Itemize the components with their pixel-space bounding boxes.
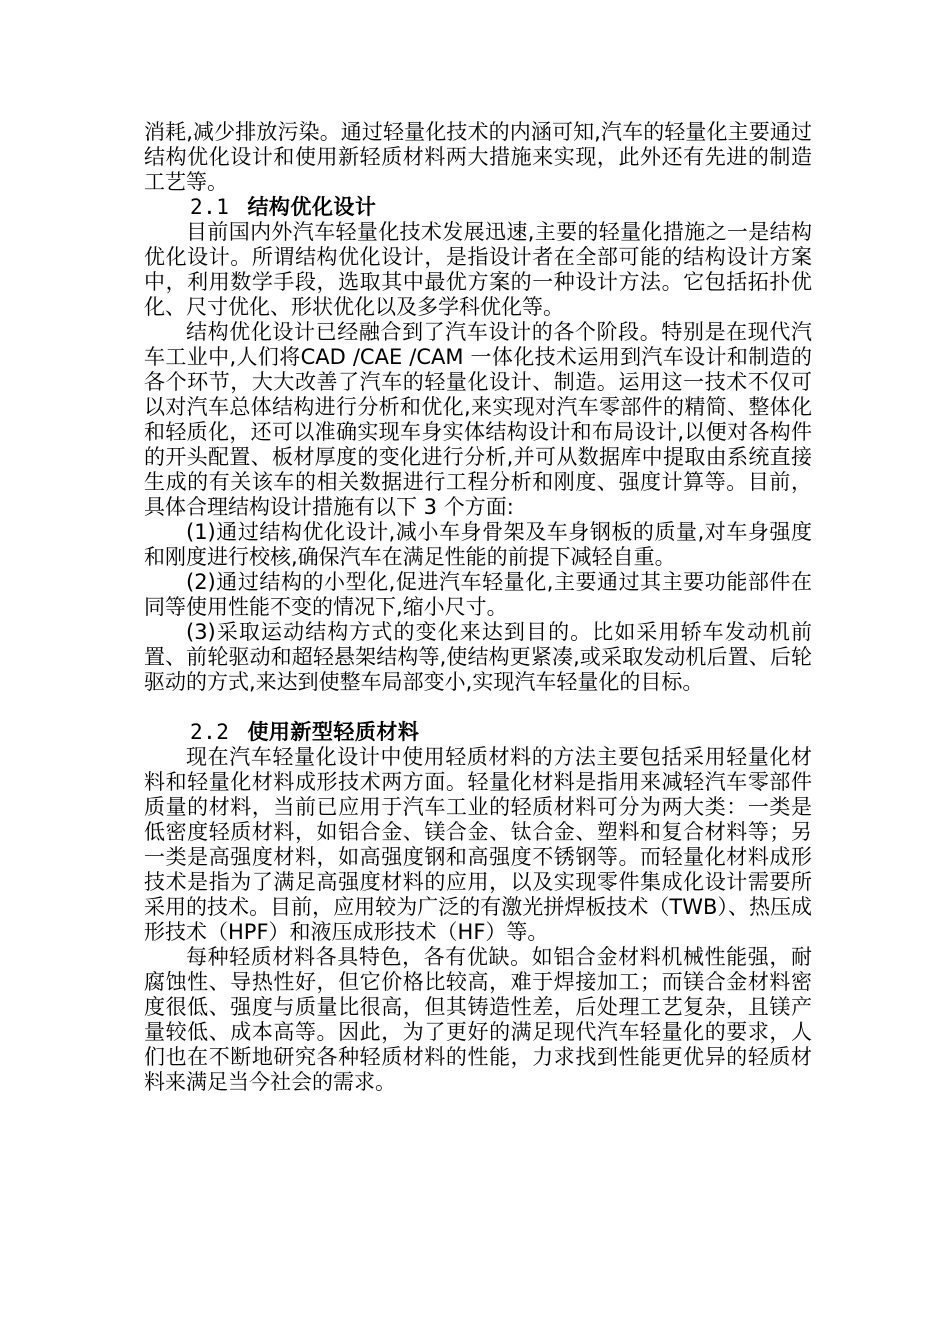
section-title: 使用新型轻质材料 (247, 720, 420, 744)
paragraph-cad-cae-cam: 结构优化设计已经融合到了汽车设计的各个阶段。特别是在现代汽车工业中,人们将CAD /CAE /CAM 一体化技术运用到汽车设计和制造的各个环节，大大改善了汽车的轻量化设计、制造。运用这一技术不仅可以对汽车总体结构进行分析和优化,来实现对汽车零部件的精简、整体化和轻质化，还可以准确实现车身实体结构设计和布局设计,以便对各构件的开头配置、板材厚度的变化进行分析,并可从数据库中提取由系统直接生成的有关该车的相关数据进行工程分析和刚度、强度计算等。目前，具体合理结构设计措施有以下 3 个方面: (144, 320, 812, 519)
paragraph-lightweight-materials: 现在汽车轻量化设计中使用轻质材料的方法主要包括采用轻量化材料和轻量化材料成形技术两方面。轻量化材料是指用来减轻汽车零部件质量的材料，当前已应用于汽车工业的轻质材料可分为两大类：一类是低密度轻质材料，如铝合金、镁合金、钛合金、塑料和复合材料等；另一类是高强度材料，如高强度钢和高强度不锈钢等。而轻量化材料成形技术是指为了满足高强度材料的应用，以及实现零件集成化设计需要所采用的技术。目前，应用较为广泛的有激光拼焊板技术（TWB）、热压成形技术（HPF）和液压成形技术（HF）等。 (144, 745, 812, 944)
blank-line (144, 695, 812, 720)
section-number: 2.2 (190, 720, 230, 744)
paragraph-intro-continuation: 消耗,减少排放污染。通过轻量化技术的内涵可知,汽车的轻量化主要通过结构优化设计和使用新轻质材料两大措施来实现，此外还有先进的制造工艺等。 (144, 120, 812, 194)
paragraph-material-characteristics: 每种轻质材料各具特色，各有优缺。如铝合金材料机械性能强，耐腐蚀性、导热性好，但它价格比较高，难于焊接加工；而镁合金材料密度很低、强度与质量比很高，但其铸造性差，后处理工艺复杂，且镁产量较低、成本高等。因此，为了更好的满足现代汽车轻量化的要求，人们也在不断地研究各种轻质材料的性能，力求找到性能更优异的轻质材料来满足当今社会的需求。 (144, 945, 812, 1094)
section-title: 结构优化设计 (247, 195, 377, 219)
list-item-1: (1)通过结构优化设计,减小车身骨架及车身钢板的质量,对车身强度和刚度进行校核,确保汽车在满足性能的前提下减轻自重。 (144, 520, 812, 569)
document-body (144, 120, 812, 1095)
section-heading-2-2 (144, 720, 812, 745)
list-item-2: (2)通过结构的小型化,促进汽车轻量化,主要通过其主要功能部件在同等使用性能不变的情况下,缩小尺寸。 (144, 570, 812, 619)
paragraph-structure-optimization: 目前国内外汽车轻量化技术发展迅速,主要的轻量化措施之一是结构优化设计。所谓结构优化设计，是指设计者在全部可能的结构设计方案中，利用数学手段，选取其中最优方案的一种设计方法。它包括拓扑优化、尺寸优化、形状优化以及多学科优化等。 (144, 220, 812, 319)
section-heading-2-1 (144, 195, 812, 220)
section-number: 2.1 (190, 195, 230, 219)
list-item-3: (3)采取运动结构方式的变化来达到目的。比如采用轿车发动机前置、前轮驱动和超轻悬架结构等,使结构更紧凑,或采取发动机后置、后轮驱动的方式,来达到使整车局部变小,实现汽车轻量化的目标。 (144, 620, 812, 694)
